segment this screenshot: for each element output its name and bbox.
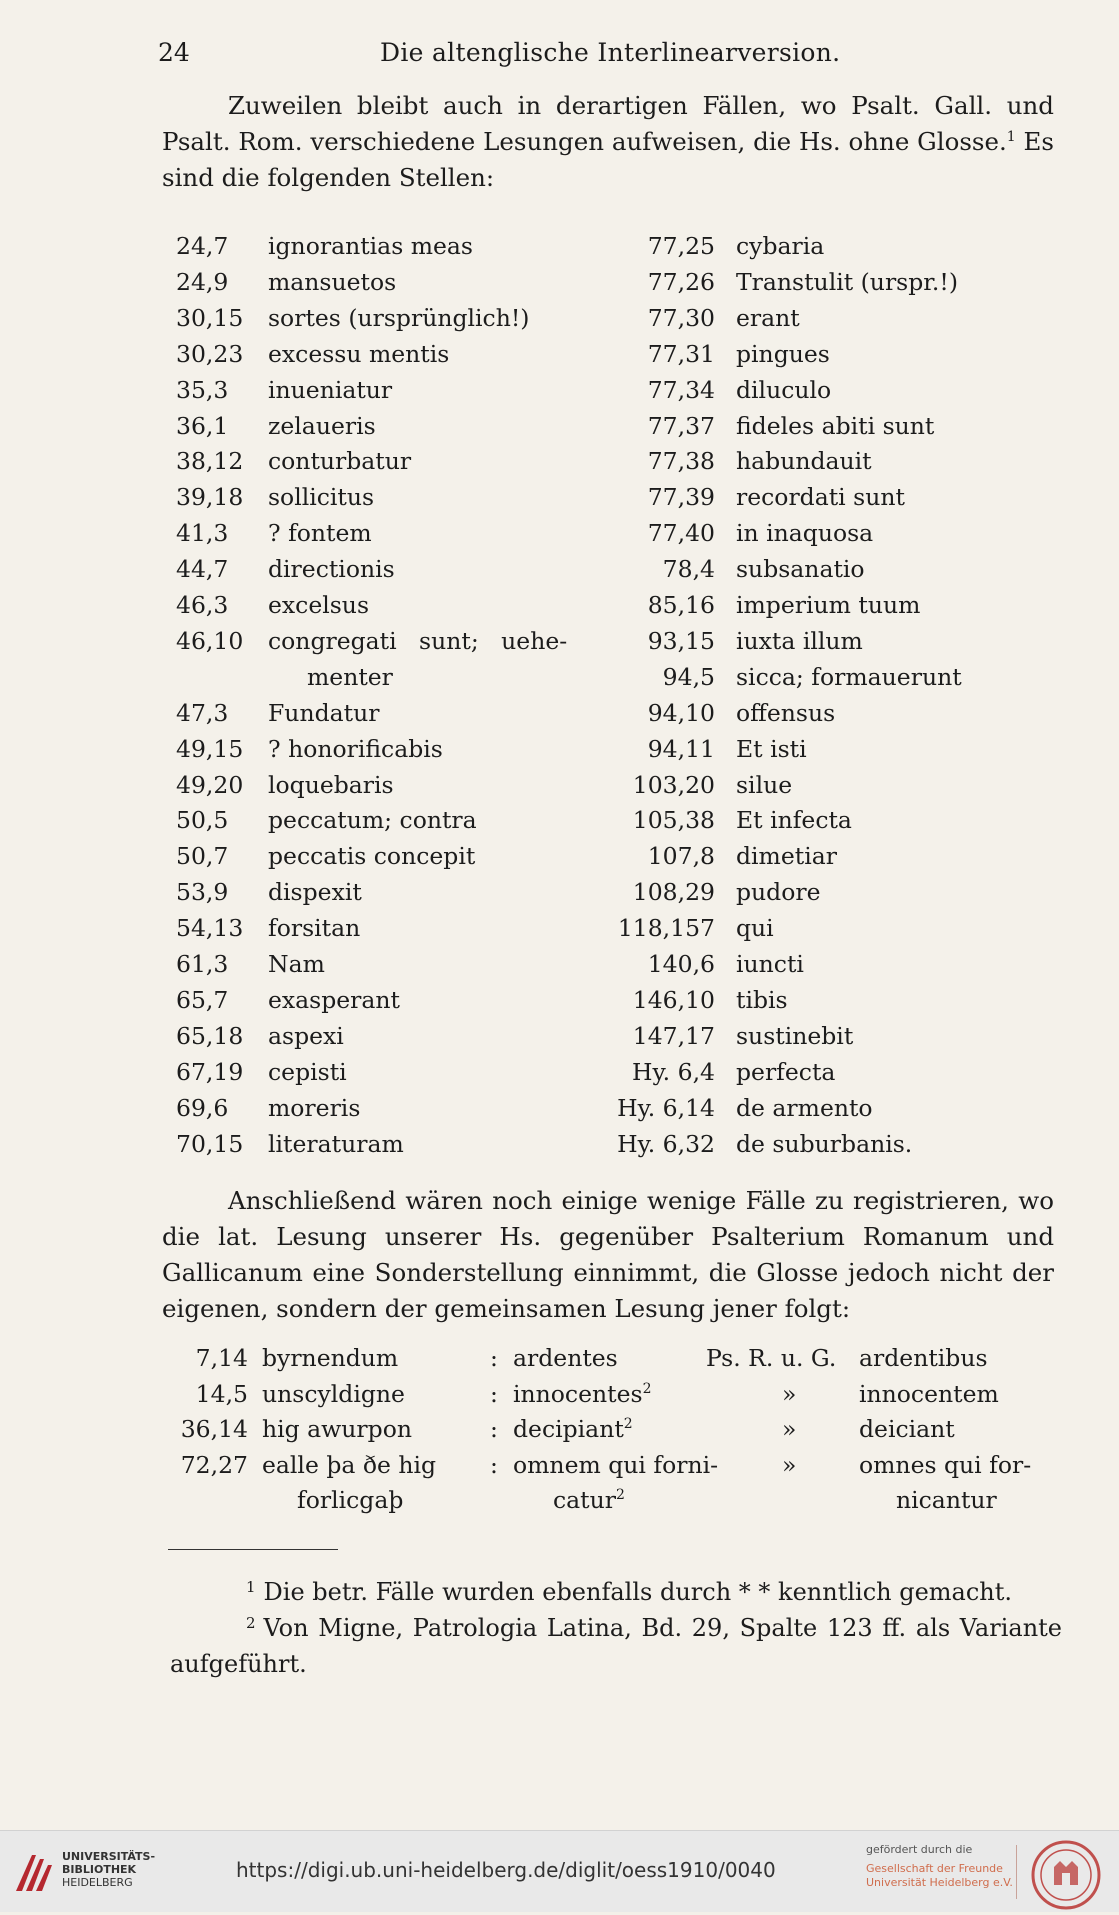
citation-word: forsitan [268,914,361,943]
citation-word: in inaquosa [736,519,874,548]
variant-reading: innocentem [859,1379,999,1408]
citation-word: congregati sunt; uehe- [268,626,568,655]
verse-ref: 7,14 [195,1344,248,1372]
footnote-1 [170,1574,1062,1610]
citation-ref: 30,15 [176,303,244,332]
footnote-number: 2 [246,1614,256,1632]
citation-word: sollicitus [268,483,375,512]
citation-ref: 94,11 [647,734,715,763]
footer-divider [1016,1845,1017,1899]
verse-ref: 14,5 [195,1379,248,1408]
citation-ref: 46,10 [176,626,244,655]
old-english-gloss: hig awurpon [262,1415,412,1444]
citation-ref: 140,6 [647,950,715,978]
running-title: Die altenglische Interlinearversion. [380,38,841,67]
citation-word: pudore [736,878,821,907]
footnote-rule [168,1549,338,1550]
citation-word: iuxta illum [736,626,863,655]
latin-reading-text: omnem qui forni- [513,1450,719,1479]
citation-ref: 36,1 [176,411,229,440]
citation-word: offensus [736,698,836,727]
citation-word: iuncti [736,950,804,978]
second-paragraph [162,1183,1054,1327]
footnote-ref-1: 1 [1006,129,1016,145]
citation-word: ignorantias meas [268,232,473,260]
latin-reading [553,1486,625,1514]
citation-ref: 85,16 [647,591,715,619]
second-paragraph-text: Anschließend wären noch einige wenige Fälle zu registrieren, wo die lat. Lesung unserer Hs. gegenüber Psalterium Romanum und Gallicanum eine Sonderstellung einnimmt, die Glosse jedoch nicht der eigenen, sondern der gemeinsamen Lesung jener folgt: [162,1186,1054,1323]
citation-ref: 77,38 [647,447,715,476]
citation-ref: 54,13 [176,914,244,943]
verse-ref: 36,14 [180,1415,248,1444]
citation-word: perfecta [736,1057,836,1086]
source-ref: Ps. R. u. G. [706,1344,837,1372]
citation-ref: Hy. 6,4 [632,1057,715,1086]
intro-text: Zuweilen bleibt auch in derartigen Fällen, wo Psalt. Gall. und Psalt. Rom. verschiedene Lesungen aufweisen, die Hs. ohne Glosse. [162,91,1054,156]
citation-ref: 50,5 [176,806,229,835]
library-line: HEIDELBERG [62,1876,133,1889]
citation-word: Transtulit (urspr.!) [736,267,959,296]
variant-reading: deiciant [859,1415,955,1444]
citation-ref: 107,8 [647,842,715,871]
citation-word: zelaueris [268,411,376,440]
latin-reading-text: ardentes [513,1344,618,1372]
footnote-text: Die betr. Fälle wurden ebenfalls durch * * kenntlich gemacht. [263,1578,1013,1606]
citation-word: imperium tuum [736,591,921,619]
footnote-ref: 2 [623,1416,633,1433]
citation-word: dispexit [268,878,362,907]
source-ref: » [782,1379,797,1408]
citation-ref: 38,12 [176,447,244,476]
citation-ref: Hy. 6,14 [617,1093,715,1122]
society-name [866,1862,1013,1890]
citation-ref: 77,37 [647,411,715,440]
verse-ref: 72,27 [180,1450,248,1479]
old-english-gloss: ealle þa ðe hig [262,1450,437,1479]
citation-word: dimetiar [736,842,837,871]
citation-word: subsanatio [736,555,865,584]
citation-word: peccatum; contra [268,806,477,835]
colon-separator: : [490,1415,498,1444]
citation-word: directionis [268,555,395,584]
citation-ref: 44,7 [176,555,229,584]
citation-word: de armento [736,1093,873,1122]
viewer-footer [0,1830,1119,1912]
old-english-gloss: forlicgaþ [297,1486,404,1515]
citation-word: sortes (ursprünglich!) [268,303,530,332]
citation-word: excessu mentis [268,339,450,368]
citation-ref: 30,23 [176,339,244,368]
citation-word: moreris [268,1093,361,1122]
citation-word: mansuetos [268,267,397,296]
citation-word: tibis [736,985,788,1014]
latin-reading-text: innocentes [513,1379,643,1408]
citation-ref: 47,3 [176,698,229,727]
library-line: BIBLIOTHEK [62,1863,137,1876]
library-line: UNIVERSITÄTS- [62,1850,156,1863]
latin-reading [513,1344,618,1372]
citation-ref: 77,39 [647,483,715,512]
citation-ref: 78,4 [662,555,715,584]
latin-reading-text: decipiant [513,1415,624,1444]
citation-word: fideles abiti sunt [736,411,935,440]
citation-ref: 46,3 [176,591,229,619]
citation-word: habundauit [736,447,872,476]
citation-ref: 65,7 [176,985,229,1014]
citation-word: literaturam [268,1129,404,1158]
citation-ref: 77,30 [647,303,715,332]
source-ref: » [782,1415,797,1444]
citation-ref: 118,157 [617,914,715,943]
footnote-ref: 2 [615,1487,625,1504]
colon-separator: : [490,1450,498,1479]
latin-reading-text: catur [553,1486,616,1515]
citation-ref: 24,7 [176,232,229,260]
latin-reading [513,1380,651,1408]
citation-ref: 77,31 [647,339,715,368]
citation-word: cybaria [736,232,825,260]
citation-word: Et infecta [736,806,852,835]
citation-ref: 53,9 [176,878,229,907]
citation-ref: 65,18 [176,1021,244,1050]
page-number: 24 [158,38,190,67]
citation-word: de suburbanis. [736,1129,913,1158]
variant-reading: omnes qui for- [859,1450,1032,1479]
funded-by-label: gefördert durch die [866,1843,973,1856]
intro-tail: Es sind die folgenden Stellen: [162,127,1054,192]
permalink-url[interactable]: https://digi.ub.uni-heidelberg.de/diglit/oess1910/0040 [236,1858,776,1882]
old-english-gloss: unscyldigne [262,1379,405,1408]
source-ref: » [782,1450,797,1479]
colon-separator: : [490,1379,498,1408]
citation-ref: 77,40 [647,519,715,548]
citation-ref: 67,19 [176,1057,244,1086]
citation-word: pingues [736,339,830,368]
citation-ref: 49,15 [176,734,244,763]
citation-ref: 77,25 [647,232,715,260]
citation-word: erant [736,303,800,332]
footnote-text: Von Migne, Patrologia Latina, Bd. 29, Spalte 123 ff. als Variante aufgeführt. [170,1614,1062,1678]
footnote-2 [170,1610,1062,1682]
latin-reading [513,1451,718,1479]
citation-ref: 35,3 [176,375,229,404]
citation-word: excelsus [268,591,369,619]
citation-ref: 41,3 [176,519,229,548]
citation-ref: 24,9 [176,267,229,296]
citation-ref: Hy. 6,32 [617,1129,715,1158]
citation-ref: 105,38 [632,806,715,835]
citation-word: silue [736,770,793,799]
citation-ref: 39,18 [176,483,244,512]
variant-reading: nicantur [896,1486,997,1515]
citation-word: Fundatur [268,698,380,727]
citation-ref: 94,5 [662,662,715,691]
society-line: Universität Heidelberg e.V. [866,1876,1013,1889]
citation-ref: 50,7 [176,842,229,871]
citation-word: sicca; formauerunt [736,662,962,691]
citation-ref: 69,6 [176,1093,229,1122]
citation-word: Et isti [736,734,807,763]
society-line: Gesellschaft der Freunde [866,1862,1003,1875]
citation-ref: 103,20 [632,770,715,799]
citation-word: ? honorificabis [268,734,443,763]
citation-word: inueniatur [268,375,393,404]
citation-word: ? fontem [268,519,372,548]
old-english-gloss: byrnendum [262,1344,399,1372]
variant-reading: ardentibus [859,1344,988,1372]
citation-word: peccatis concepit [268,842,476,871]
citation-ref: 49,20 [176,770,244,799]
citation-word: cepisti [268,1057,347,1086]
citation-ref: 77,26 [647,267,715,296]
citation-word: exasperant [268,985,401,1014]
footnote-number: 1 [246,1578,256,1596]
citation-word: Nam [268,950,325,978]
citation-ref: 93,15 [647,626,715,655]
citation-word: qui [736,914,774,943]
latin-reading [513,1415,633,1443]
citation-word: aspexi [268,1021,344,1050]
citation-word: sustinebit [736,1021,854,1050]
intro-paragraph [162,88,1054,196]
citation-ref: 94,10 [647,698,715,727]
citation-ref: 61,3 [176,950,229,978]
citation-ref: 108,29 [632,878,715,907]
citation-ref: 70,15 [176,1129,244,1158]
citation-word: conturbatur [268,447,412,476]
footnote-ref: 2 [642,1380,652,1397]
university-seal-icon [1030,1839,1102,1915]
citation-word: loquebaris [268,770,394,799]
colon-separator: : [490,1344,498,1372]
citation-ref: 146,10 [632,985,715,1014]
citation-word: recordati sunt [736,483,905,512]
citation-word: menter [307,662,393,691]
library-name [62,1850,155,1889]
citation-ref: 77,34 [647,375,715,404]
citation-ref: 147,17 [632,1021,715,1050]
university-library-logo [12,1849,56,1901]
citation-word: diluculo [736,375,832,404]
